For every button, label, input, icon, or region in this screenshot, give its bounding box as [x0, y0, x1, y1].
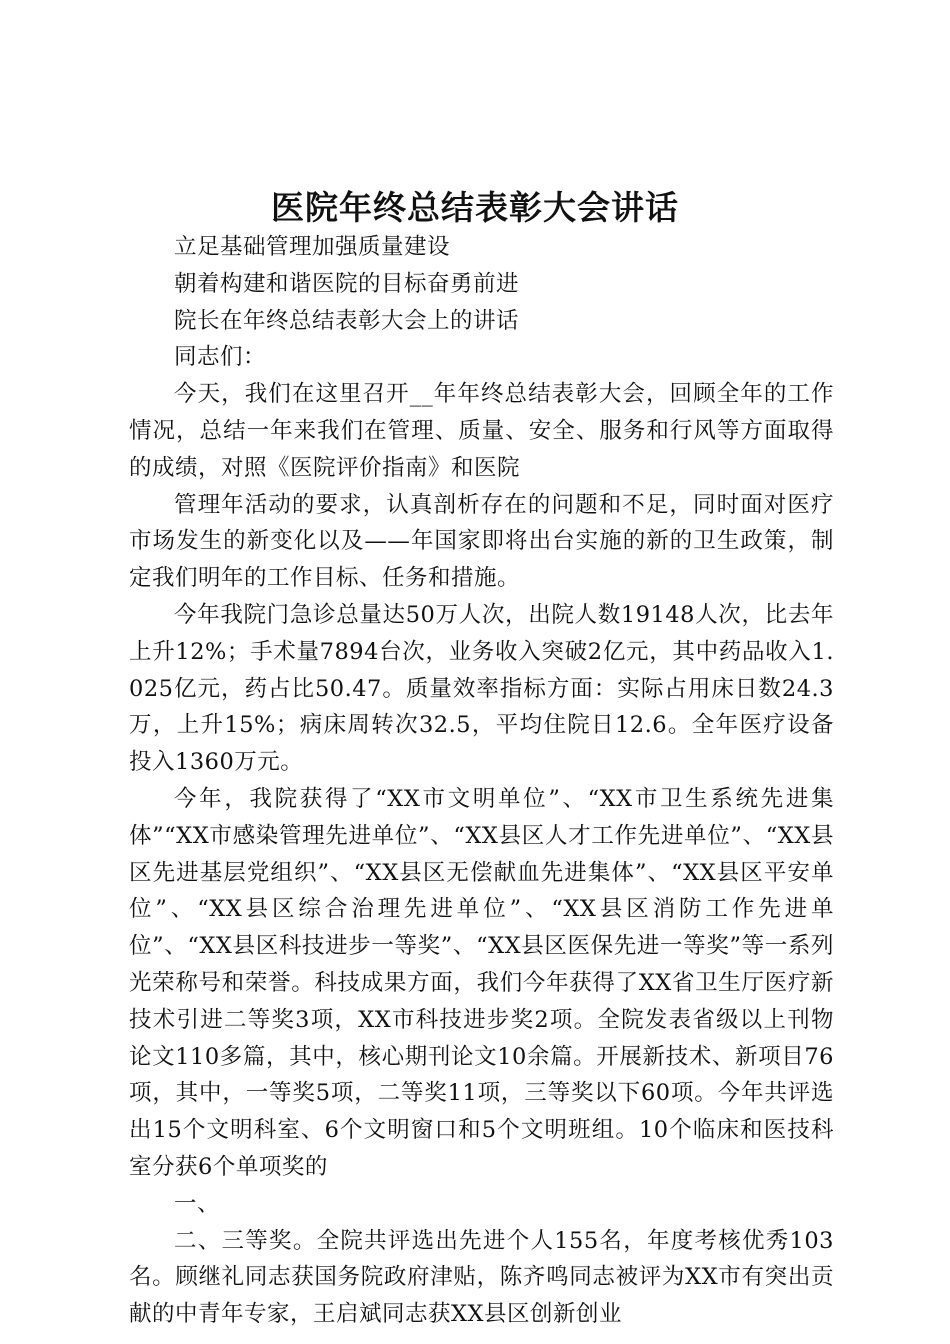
subtitle-line-1: 立足基础管理加强质量建设 — [174, 234, 451, 260]
body-paragraph: 今年我院门急诊总量达50万人次，出院人数19148人次，比去年上升12%；手术量7894台次，业务收入突破2亿元，其中药品收入1.025亿元，药占比50.47。质量效率指标方面：实际占用床日数24.3万，上升15%；病床周转次32.5，平均住院日12.6。全年医疗设备投入1360万元。 — [129, 601, 834, 776]
document-body — [129, 229, 834, 1333]
subtitle-line-3: 院长在年终总结表彰大会上的讲话 — [174, 307, 520, 334]
body-paragraph: 管理年活动的要求，认真剖析存在的问题和不足，同时面对医疗市场发生的新变化以及——年国家即将出台实施的新的卫生政策，制定我们明年的工作目标、任务和措施。 — [129, 491, 834, 592]
subtitle-line-2: 朝着构建和谐医院的目标奋勇前进 — [174, 270, 520, 297]
body-paragraph: 今年，我院获得了“XX市文明单位”、“XX市卫生系统先进集体”“XX市感染管理先进单位”、“XX县区人才工作先进单位”、“XX县区先进基层党组织”、“XX县区无偿献血先进集体”、“XX县区平安单位”、“XX县区综合治理先进单位”、“XX县区消防工作先进单位”、“XX县区科技进步一等奖”、“XX县区医保先进一等奖”等一系列光荣称号和荣誉。科技成果方面，我们今年获得了XX省卫生厅医疗新技术引进二等奖3项，XX市科技进步奖2项。全院发表省级以上刊物论文110多篇，其中，核心期刊论文10余篇。开展新技术、新项目76项，其中，一等奖5项，二等奖11项，三等奖以下60项。今年共评选出15个文明科室、6个文明窗口和5个文明班组。10个临床和医技科室分获6个单项奖的 — [129, 785, 834, 1180]
body-paragraph: 今天，我们在这里召开__年年终总结表彰大会，回顾全年的工作情况，总结一年来我们在管理、质量、安全、服务和行风等方面取得的成绩，对照《医院评价指南》和医院 — [129, 381, 834, 481]
body-paragraph: 一、 — [174, 1190, 221, 1217]
document-title: 医院年终总结表彰大会讲话 — [271, 188, 679, 227]
body-paragraph: 二、三等奖。全院共评选出先进个人155名，年度考核优秀103名。顾继礼同志获国务院政府津贴，陈齐鸣同志被评为XX市有突出贡献的中青年专家，王启斌同志获XX县区创新创业 — [129, 1227, 834, 1328]
salutation: 同志们： — [174, 344, 267, 371]
